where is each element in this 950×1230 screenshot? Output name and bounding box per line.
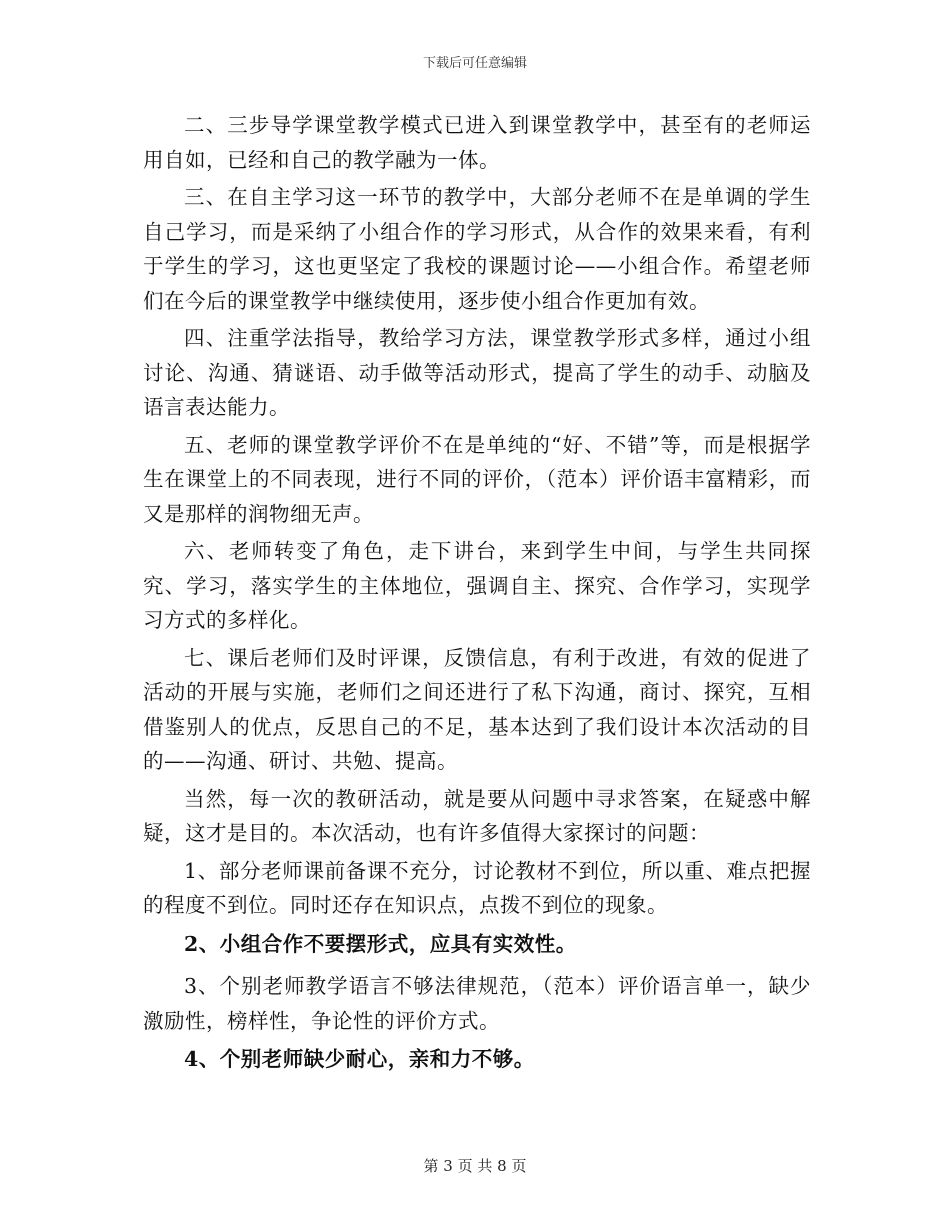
problem-item-1: 1、部分老师课前备课不充分，讨论教材不到位，所以重、难点把握的程度不到位。同时还存在知识点，点拨不到位的现象。 (143, 858, 811, 917)
paragraph-problems-intro: 当然，每一次的教研活动，就是要从问题中寻求答案，在疑惑中解疑，这才是目的。本次活动，也有许多值得大家探讨的问题： (143, 786, 811, 845)
problem-item-4: 4、个别老师缺少耐心，亲和力不够。 (184, 1047, 535, 1071)
problem-item-2: 2、小组合作不要摆形式，应具有实效性。 (184, 931, 577, 956)
paragraph-7: 七、课后老师们及时评课，反馈信息，有利于改进，有效的促进了活动的开展与实施，老师们之间还进行了私下沟通，商讨、探究，互相借鉴别人的优点，反思自己的不足，基本达到了我们设计本次活动的目的——沟通、研讨、共勉、提高。 (143, 645, 811, 773)
paragraph-5: 五、老师的课堂教学评价不在是单纯的“好、不错”等，而是根据学生在课堂上的不同表现，进行不同的评价，（范本）评价语丰富精彩，而又是那样的润物细无声。 (143, 432, 811, 526)
paragraph-6: 六、老师转变了角色，走下讲台，来到学生中间，与学生共同探究、学习，落实学生的主体地位，强调自主、探究、合作学习，实现学习方式的多样化。 (143, 539, 811, 632)
paragraph-2: 二、三步导学课堂教学模式已进入到课堂教学中，甚至有的老师运用自如，已经和自己的教学融为一体。 (143, 113, 811, 172)
problem-item-3: 3、个别老师教学语言不够法律规范，（范本）评价语言单一，缺少激励性，榜样性，争论性的评价方式。 (143, 974, 811, 1033)
page-number: 第 3 页 共 8 页 (423, 1157, 527, 1175)
page-header: 下载后可任意编辑 (422, 56, 527, 71)
paragraph-3: 三、在自主学习这一环节的教学中，大部分老师不在是单调的学生自己学习，而是采纳了小组合作的学习形式，从合作的效果来看，有利于学生的学习，这也更坚定了我校的课题讨论——小组合作。希望老师们在今后的课堂教学中继续使用，逐步使小组合作更加有效。 (143, 185, 811, 313)
paragraph-4: 四、注重学法指导，教给学习方法，课堂教学形式多样，通过小组讨论、沟通、猜谜语、动手做等活动形式，提高了学生的动手、动脑及语言表达能力。 (143, 326, 811, 419)
document-body (143, 108, 811, 1085)
